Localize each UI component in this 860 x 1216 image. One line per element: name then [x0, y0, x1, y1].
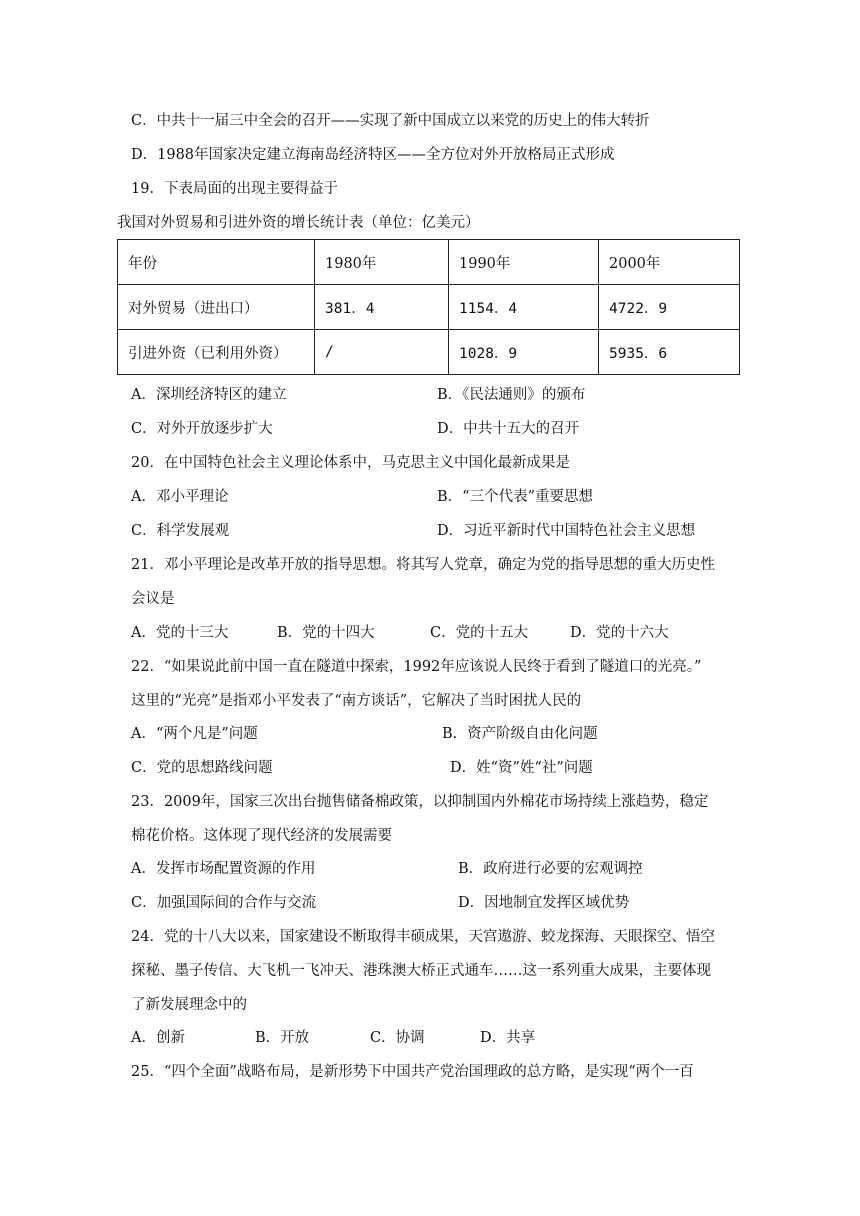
q23-stem-line2: 棉花价格。这体现了现代经济的发展需要 — [131, 828, 392, 844]
table-header-row — [118, 240, 740, 285]
table-row — [118, 285, 740, 330]
q24-stem-line2: 探秘、墨子传信、大飞机一飞冲天、港珠澳大桥正式通车……这一系列重大成果，主要体现 — [131, 963, 711, 979]
q20-option-a: A．邓小平理论 — [131, 489, 229, 505]
q19-option-b: B．《民法通则》的颁布 — [437, 387, 586, 403]
table-cell: 1028．9 — [449, 330, 599, 375]
table-cell: 4722．9 — [599, 285, 740, 330]
q24-option-d: D．共享 — [480, 1030, 536, 1046]
q21-option-d: D．党的十六大 — [570, 625, 669, 641]
q20-option-c: C．科学发展观 — [131, 523, 230, 539]
q21-stem-line2: 会议是 — [131, 591, 175, 607]
q23-option-b: B．政府进行必要的宏观调控 — [458, 861, 643, 877]
q22-option-c: C．党的思想路线问题 — [131, 760, 273, 776]
q21-option-a: A．党的十三大 — [131, 625, 229, 641]
q24-stem-line3: 了新发展理念中的 — [131, 997, 247, 1013]
q23-option-a: A．发挥市场配置资源的作用 — [131, 861, 316, 877]
table-row — [118, 330, 740, 375]
q22-stem-line1: 22．“如果说此前中国一直在隧道中探索，1992年应该说人民终于看到了隧道口的光亮。” — [131, 659, 702, 675]
q23-stem-line1: 23．2009年，国家三次出台抛售储备棉政策，以抑制国内外棉花市场持续上涨趋势，稳定 — [131, 794, 709, 810]
q20-option-b: B．“三个代表”重要思想 — [437, 489, 593, 505]
q23-option-c: C．加强国际间的合作与交流 — [131, 895, 317, 911]
q19-stem: 19．下表局面的出现主要得益于 — [131, 181, 338, 197]
table-caption: 我国对外贸易和引进外资的增长统计表（单位：亿美元） — [117, 215, 480, 231]
table-cell: 381．4 — [315, 285, 449, 330]
q22-option-a: A．“两个凡是”问题 — [131, 726, 258, 742]
q24-option-c: C．协调 — [370, 1030, 425, 1046]
q24-option-a: A．创新 — [131, 1030, 185, 1046]
q22-option-b: B．资产阶级自由化问题 — [442, 726, 598, 742]
q19-option-d: D．中共十五大的召开 — [437, 421, 580, 437]
table-header-cell: 1980年 — [315, 240, 449, 285]
q19-option-a: A．深圳经济特区的建立 — [131, 387, 287, 403]
q24-option-b: B．开放 — [255, 1030, 310, 1046]
q25-stem-line1: 25．“四个全面”战略布局，是新形势下中国共产党治国理政的总方略，是实现“两个一百 — [131, 1064, 694, 1080]
q22-stem-line2: 这里的“光亮”是指邓小平发表了“南方谈话”，它解决了当时困扰人民的 — [131, 693, 582, 709]
q21-option-b: B．党的十四大 — [277, 625, 375, 641]
table-cell: 1154．4 — [449, 285, 599, 330]
table-header-cell: 1990年 — [449, 240, 599, 285]
q24-stem-line1: 24．党的十八大以来，国家建设不断取得丰硕成果，天宫遨游、蛟龙探海、天眼探空、悟空 — [131, 929, 715, 945]
table-header-cell: 年份 — [118, 240, 315, 285]
table-cell: 5935．6 — [599, 330, 740, 375]
q21-option-c: C．党的十五大 — [430, 625, 529, 641]
table-cell: 引进外资（已利用外资） — [118, 330, 315, 375]
q20-option-d: D．习近平新时代中国特色社会主义思想 — [437, 523, 696, 539]
q18-option-d: D．1988年国家决定建立海南岛经济特区——全方位对外开放格局正式形成 — [131, 147, 615, 163]
q22-option-d: D．姓“资”姓“社”问题 — [450, 760, 593, 776]
q20-stem: 20．在中国特色社会主义理论体系中，马克思主义中国化最新成果是 — [131, 455, 570, 471]
table-cell: / — [315, 330, 449, 375]
q21-stem-line1: 21．邓小平理论是改革开放的指导思想。将其写人党章，确定为党的指导思想的重大历史性 — [131, 557, 715, 573]
q23-option-d: D．因地制宜发挥区域优势 — [458, 895, 630, 911]
table-cell: 对外贸易（进出口） — [118, 285, 315, 330]
q18-option-c: C．中共十一届三中全会的召开——实现了新中国成立以来党的历史上的伟大转折 — [131, 113, 650, 129]
q19-option-c: C．对外开放逐步扩大 — [131, 421, 273, 437]
trade-statistics-table — [117, 239, 740, 375]
table-header-cell: 2000年 — [599, 240, 740, 285]
